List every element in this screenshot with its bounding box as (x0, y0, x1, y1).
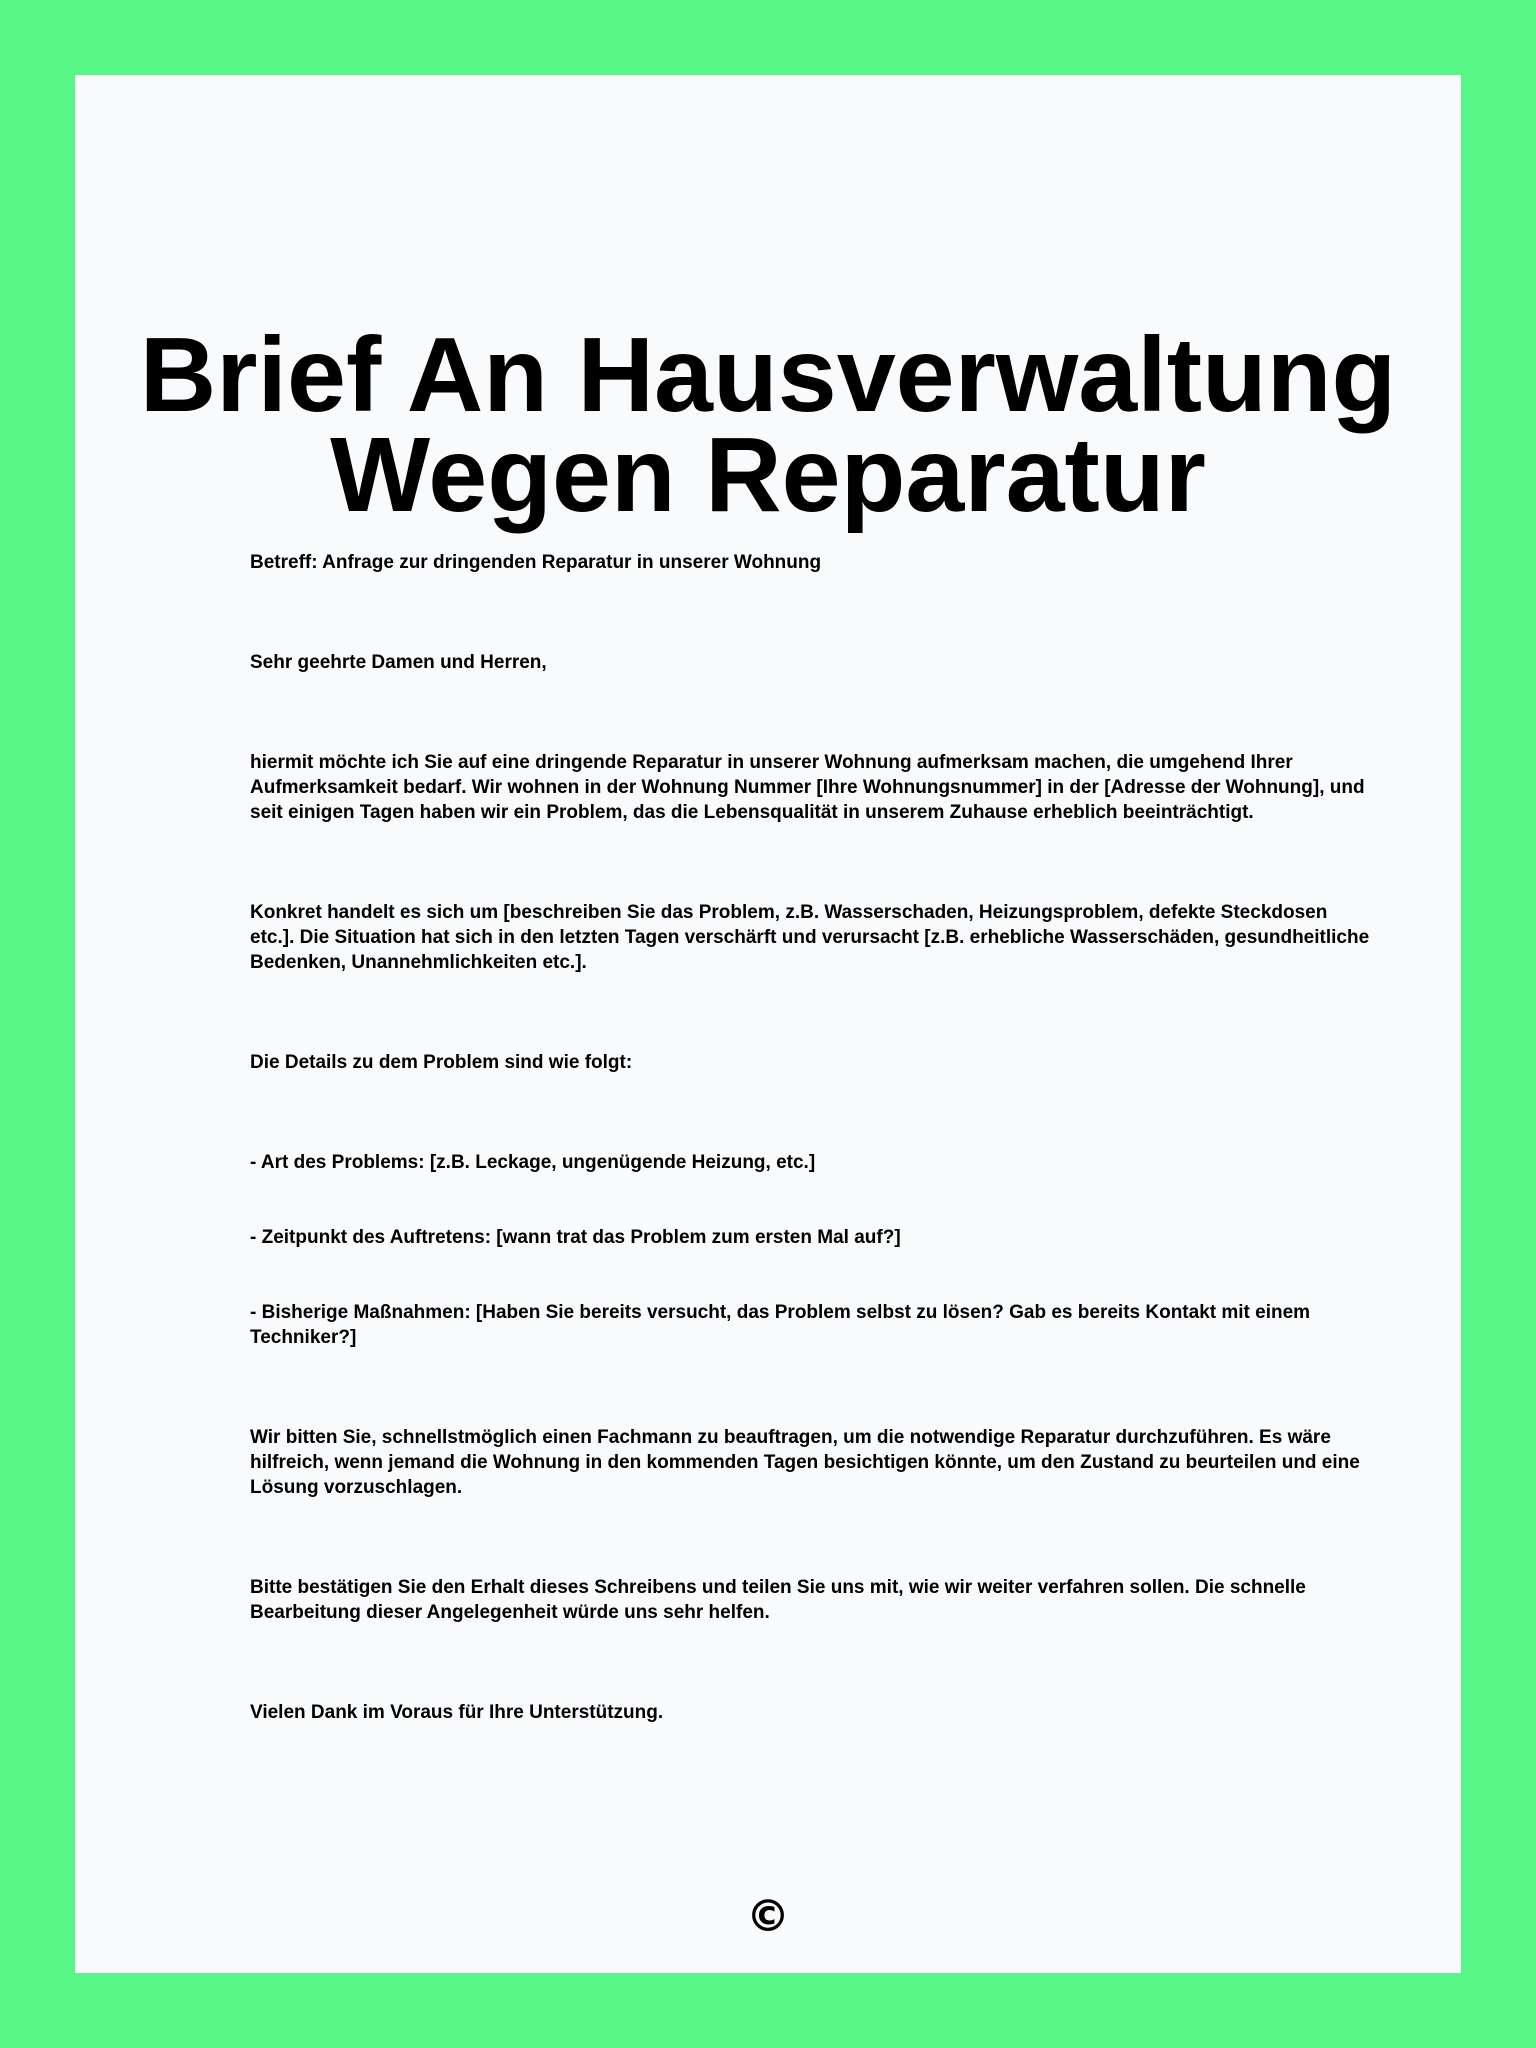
letter-paragraph-3: Wir bitten Sie, schnellstmöglich einen Fachmann zu beauftragen, um die notwendige Reparatur durchzuführen. Es wäre hilfreich, wenn jemand die Wohnung in den kommenden Tagen besichtigen könnte, um den Zustand zu beurteilen und eine Lösung vorzuschlagen. (250, 1427, 1360, 1498)
letter-subject: Betreff: Anfrage zur dringenden Reparatur in unserer Wohnung (250, 552, 822, 573)
letter-paragraph-2: Konkret handelt es sich um [beschreiben Sie das Problem, z.B. Wasserschaden, Heizungsproblem, defekte Steckdosen etc.]. Die Situation hat sich in den letzten Tagen verschärft und verursacht [z.B. erhebliche Wasserschäden, gesundheitliche Bedenken, Unannehmlichkeiten etc.]. (250, 902, 1370, 973)
letter-closing: Vielen Dank im Voraus für Ihre Unterstützung. (250, 1702, 664, 1723)
letter-body (250, 550, 1370, 1725)
details-intro: Die Details zu dem Problem sind wie folgt: (250, 1052, 633, 1073)
detail-item-previous-measures: - Bisherige Maßnahmen: [Haben Sie bereits versucht, das Problem selbst zu lösen? Gab es bereits Kontakt mit einem Techniker?] (250, 1302, 1311, 1348)
letter-paragraph-1: hiermit möchte ich Sie auf eine dringende Reparatur in unserer Wohnung aufmerksam machen, die umgehend Ihrer Aufmerksamkeit bedarf. Wir wohnen in der Wohnung Nummer [Ihre Wohnungsnummer] in der [Adresse der Wohnung], und seit einigen Tagen haben wir ein Problem, das die Lebensqualität in unserem Zuhause erheblich beeinträchtigt. (250, 752, 1365, 823)
copyright-icon: © (746, 1891, 790, 1942)
title-line-2: Wegen Reparatur (330, 416, 1206, 534)
detail-item-problem-type: - Art des Problems: [z.B. Leckage, ungenügende Heizung, etc.] (250, 1152, 816, 1173)
title-line-1: Brief An Hausverwaltung (139, 316, 1397, 434)
page-title (75, 316, 1461, 534)
letter-paragraph-4: Bitte bestätigen Sie den Erhalt dieses Schreibens und teilen Sie uns mit, wie wir weiter verfahren sollen. Die schnelle Bearbeitung dieser Angelegenheit würde uns sehr helfen. (250, 1577, 1306, 1623)
letter-salutation: Sehr geehrte Damen und Herren, (250, 652, 547, 673)
letter-page (75, 75, 1461, 1973)
detail-item-occurrence-time: - Zeitpunkt des Auftretens: [wann trat das Problem zum ersten Mal auf?] (250, 1227, 901, 1248)
